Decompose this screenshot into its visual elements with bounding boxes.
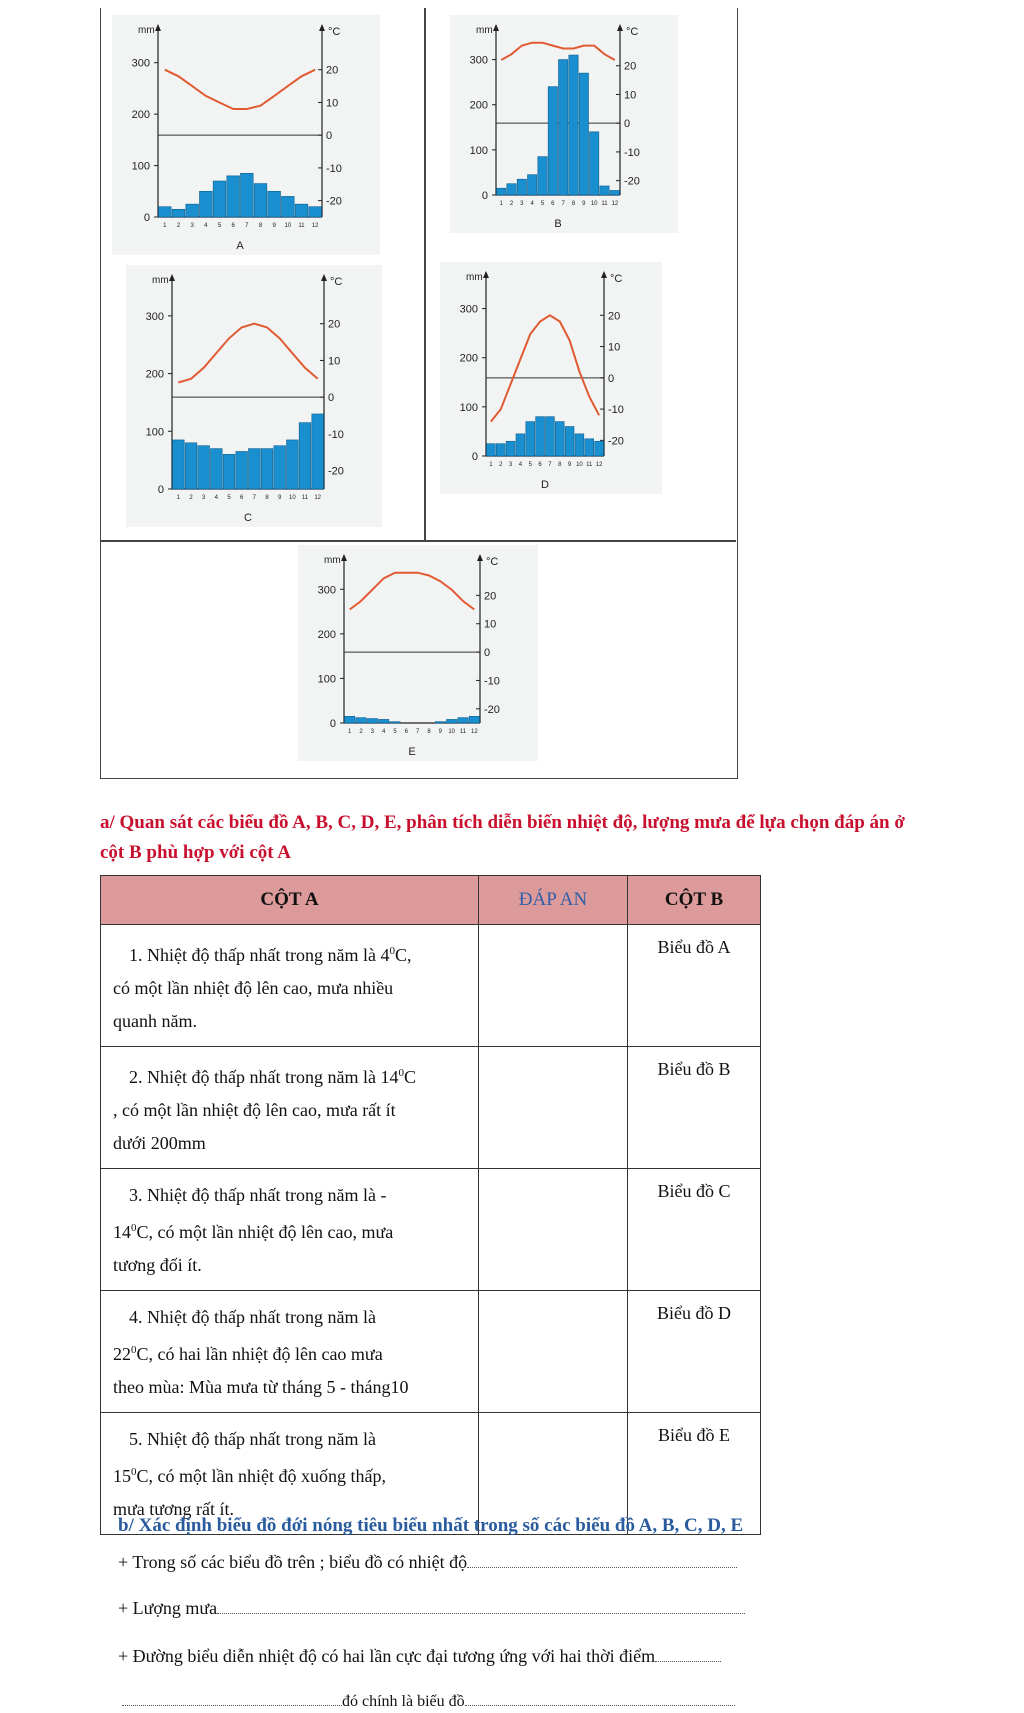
- month-label: 3: [508, 462, 513, 468]
- rainfall-bar: [548, 87, 557, 195]
- row-1-text-3: quanh năm.: [113, 1011, 197, 1031]
- temp-tick-label: 10: [328, 355, 341, 368]
- rain-tick-label: 200: [145, 368, 164, 381]
- rain-unit-label: mm: [138, 25, 155, 36]
- rain-tick-label: 300: [317, 584, 336, 597]
- temp-tick-label: -10: [624, 146, 640, 159]
- header-col-a: CỘT A: [101, 876, 479, 925]
- rain-tick-label: 0: [471, 451, 478, 463]
- row-3-text-2b: C, có một lần nhiệt độ lên cao, mưa: [136, 1222, 394, 1242]
- rainfall-bar: [516, 434, 525, 456]
- rain-tick-label: 0: [329, 718, 336, 730]
- month-label: 12: [470, 729, 478, 735]
- col-b-cell: Biểu đồ E: [628, 1413, 761, 1535]
- row-2-text-3: dưới 200mm: [113, 1133, 206, 1153]
- rainfall-bar: [198, 446, 210, 489]
- rain-tick-label: 100: [131, 160, 150, 173]
- temp-unit-label: °C: [610, 273, 623, 285]
- rain-tick-label: 200: [469, 99, 488, 112]
- month-label: 8: [427, 729, 431, 735]
- row-5-degree: 0: [131, 1466, 137, 1478]
- chart-caption: C: [244, 512, 252, 524]
- rainfall-bar: [496, 444, 505, 456]
- section-a-instruction: a/ Quan sát các biểu đồ A, B, C, D, E, phân tích diễn biến nhiệt độ, lượng mưa để lựa chọn đáp án ở cột B phù hợp với cột A: [100, 812, 905, 863]
- rainfall-bar: [559, 60, 568, 195]
- climate-chart-a: [112, 15, 380, 255]
- month-label: 7: [245, 223, 249, 229]
- month-label: 5: [528, 462, 532, 468]
- rainfall-bar: [575, 434, 584, 456]
- row-2-text-1: 2. Nhiệt độ thấp nhất trong năm là 14: [129, 1067, 399, 1087]
- row-1-text-1b: C,: [394, 945, 412, 965]
- rainfall-bar: [546, 417, 555, 456]
- rainfall-bar: [565, 427, 574, 456]
- month-label: 11: [586, 462, 593, 468]
- temp-tick-label: -10: [484, 675, 500, 688]
- month-label: 3: [520, 201, 524, 207]
- month-label: 5: [540, 201, 545, 207]
- col-a-cell: [101, 1047, 479, 1169]
- month-label: 4: [381, 729, 386, 735]
- rainfall-bar: [458, 718, 468, 723]
- month-label: 10: [284, 223, 292, 229]
- matching-table: [100, 875, 761, 1535]
- month-label: 2: [499, 462, 503, 468]
- temp-tick-label: -10: [328, 428, 344, 441]
- rainfall-bar: [223, 454, 235, 489]
- rain-unit-label: mm: [152, 275, 169, 286]
- answer-line-4-text: đó chính là biểu đồ: [342, 1693, 465, 1710]
- rainfall-bar: [507, 184, 516, 195]
- month-label: 9: [272, 223, 276, 229]
- row-5-text-1: 5. Nhiệt độ thấp nhất trong năm là: [129, 1429, 376, 1449]
- month-label: 1: [347, 729, 352, 735]
- temp-tick-label: -10: [326, 162, 342, 175]
- rainfall-bar: [447, 719, 457, 723]
- col-b-cell: Biểu đồ B: [628, 1047, 761, 1169]
- rainfall-bar: [227, 176, 240, 217]
- col-b-cell: Biểu đồ D: [628, 1291, 761, 1413]
- header-col-b: CỘT B: [628, 876, 761, 925]
- month-label: 2: [509, 201, 514, 207]
- month-label: 7: [415, 729, 420, 735]
- climate-chart-e-svg: [298, 545, 538, 761]
- month-label: 8: [558, 462, 562, 468]
- rainfall-bar: [379, 719, 389, 723]
- header-answer: ĐÁP AN: [479, 876, 628, 925]
- rainfall-bar: [211, 449, 223, 489]
- month-label: 11: [459, 729, 467, 735]
- month-label: 11: [601, 201, 608, 207]
- chart-caption: E: [408, 746, 416, 758]
- table-row: [101, 1047, 761, 1169]
- rainfall-bar: [356, 718, 366, 723]
- month-label: 10: [448, 729, 456, 735]
- rain-tick-label: 100: [317, 673, 336, 686]
- answer-cell[interactable]: [479, 1291, 628, 1413]
- month-label: 5: [217, 223, 222, 229]
- climate-chart-d: [440, 262, 662, 494]
- month-label: 8: [258, 223, 263, 229]
- table-row: [101, 1291, 761, 1413]
- month-label: 6: [538, 462, 542, 468]
- month-label: 5: [393, 729, 397, 735]
- climate-chart-e: [298, 545, 538, 761]
- col-a-cell: [101, 925, 479, 1047]
- rain-tick-label: 100: [469, 144, 488, 157]
- month-label: 4: [530, 201, 534, 207]
- rainfall-bar: [312, 414, 324, 489]
- answer-cell[interactable]: [479, 1169, 628, 1291]
- temp-unit-label: °C: [626, 26, 639, 38]
- temp-tick-label: -10: [608, 404, 624, 417]
- rainfall-bar: [268, 191, 281, 217]
- col-a-cell: [101, 1291, 479, 1413]
- rainfall-bar: [579, 73, 588, 195]
- temp-unit-label: °C: [328, 26, 341, 38]
- climate-chart-b-svg: [450, 15, 678, 233]
- rain-tick-label: 200: [459, 352, 478, 365]
- temp-tick-label: 0: [624, 118, 631, 131]
- rainfall-bar: [528, 175, 537, 195]
- rain-unit-label: mm: [466, 272, 483, 283]
- rain-tick-label: 200: [131, 109, 150, 122]
- rainfall-bar: [200, 191, 213, 217]
- row-5-text-3: mưa tương rất ít.: [113, 1499, 235, 1519]
- rain-tick-label: 300: [469, 54, 488, 67]
- temp-tick-label: -20: [608, 435, 624, 448]
- rainfall-bar: [600, 186, 609, 195]
- month-label: 11: [298, 223, 305, 229]
- rainfall-bar: [435, 722, 445, 723]
- answer-line-1-text: + Trong số các biểu đồ trên ; biểu đồ có nhiệt độ: [118, 1552, 468, 1572]
- answer-line-1: [118, 1552, 737, 1573]
- rainfall-bar: [526, 422, 535, 456]
- rainfall-bar: [287, 440, 299, 489]
- table-row: [101, 925, 761, 1047]
- rain-tick-label: 300: [145, 310, 164, 323]
- month-label: 10: [590, 201, 598, 207]
- row-4-text-3: theo mùa: Mùa mưa từ tháng 5 - tháng10: [113, 1377, 409, 1397]
- answer-cell[interactable]: [479, 925, 628, 1047]
- temp-tick-label: 0: [326, 130, 333, 143]
- row-5-text-2a: 15: [113, 1466, 131, 1486]
- month-label: 1: [489, 462, 493, 468]
- climate-chart-c-svg: [126, 265, 382, 527]
- rainfall-bar: [213, 181, 226, 217]
- month-label: 8: [571, 201, 576, 207]
- temp-tick-label: -20: [328, 465, 344, 478]
- row-3-text-3: tương đối ít.: [113, 1255, 202, 1275]
- answer-cell[interactable]: [479, 1047, 628, 1169]
- month-label: 10: [576, 462, 583, 468]
- rainfall-bar: [185, 443, 197, 489]
- col-b-cell: Biểu đồ A: [628, 925, 761, 1047]
- rainfall-bar: [536, 417, 545, 456]
- temp-tick-label: 0: [484, 647, 491, 660]
- rainfall-bar: [610, 190, 619, 195]
- climate-chart-c: [126, 265, 382, 527]
- climate-chart-a-svg: [112, 15, 380, 255]
- month-label: 4: [204, 223, 208, 229]
- fill-blank-1[interactable]: [467, 1566, 737, 1568]
- rainfall-bar: [345, 716, 355, 723]
- rain-tick-label: 0: [143, 212, 150, 224]
- month-label: 4: [518, 462, 523, 468]
- row-4-text-2b: C, có hai lần nhiệt độ lên cao mưa: [136, 1344, 383, 1364]
- rainfall-bar: [538, 157, 547, 195]
- temp-tick-label: 10: [624, 89, 637, 102]
- month-label: 6: [551, 201, 555, 207]
- month-label: 1: [176, 495, 181, 501]
- rain-tick-label: 100: [145, 426, 164, 439]
- row-4-text-1: 4. Nhiệt độ thấp nhất trong năm là: [129, 1307, 376, 1327]
- temp-unit-label: °C: [486, 556, 499, 568]
- table-header-row: [101, 876, 761, 925]
- row-2-text-2: , có một lần nhiệt độ lên cao, mưa rất ít: [113, 1100, 396, 1120]
- rainfall-bar: [309, 207, 322, 217]
- month-label: 6: [404, 729, 409, 735]
- temp-tick-label: 10: [484, 618, 497, 631]
- month-label: 6: [231, 223, 235, 229]
- chart-caption: A: [236, 240, 244, 252]
- answer-line-3-text: + Đường biểu diễn nhiệt độ có hai lần cực đại tương ứng với hai thời điểm: [118, 1646, 656, 1666]
- section-b-instruction: b/ Xác định biểu đồ đới nóng tiêu biểu nhất trong số các biểu đồ A, B, C, D, E: [118, 1515, 744, 1536]
- rainfall-bar: [261, 449, 273, 489]
- row-1-text-2: có một lần nhiệt độ lên cao, mưa nhiều: [113, 978, 394, 998]
- rain-unit-label: mm: [476, 25, 493, 36]
- rainfall-bar: [274, 446, 286, 489]
- rain-tick-label: 0: [481, 190, 488, 202]
- rain-unit-label: mm: [324, 555, 341, 566]
- month-label: 8: [265, 495, 269, 501]
- month-label: 3: [370, 729, 375, 735]
- month-label: 6: [239, 495, 244, 501]
- chart-caption: B: [554, 218, 562, 230]
- rainfall-bar: [299, 423, 311, 489]
- row-2-degree: 0: [398, 1067, 404, 1079]
- rainfall-bar: [172, 209, 185, 217]
- temp-tick-label: -20: [624, 175, 640, 188]
- rainfall-bar: [595, 441, 604, 456]
- col-a-cell: [101, 1169, 479, 1291]
- rainfall-bar: [390, 722, 400, 723]
- temp-tick-label: 20: [326, 64, 339, 77]
- month-label: 10: [288, 495, 296, 501]
- row-4-degree: 0: [131, 1344, 137, 1356]
- answer-line-2: [118, 1598, 745, 1619]
- month-label: 2: [189, 495, 193, 501]
- climate-chart-b: [450, 15, 678, 233]
- climate-chart-d-svg: [440, 262, 662, 494]
- month-label: 1: [163, 223, 167, 229]
- rainfall-bar: [282, 196, 295, 217]
- row-3-degree: 0: [131, 1222, 137, 1234]
- month-label: 1: [499, 201, 503, 207]
- rainfall-bar: [186, 204, 199, 217]
- month-label: 2: [176, 223, 181, 229]
- frame-vertical-divider: [424, 8, 426, 540]
- row-3-text-2a: 14: [113, 1222, 131, 1242]
- month-label: 9: [438, 729, 443, 735]
- month-label: 3: [190, 223, 194, 229]
- temp-tick-label: 20: [484, 590, 497, 603]
- temp-tick-label: 10: [608, 341, 621, 354]
- temp-tick-label: 20: [328, 318, 341, 331]
- month-label: 9: [277, 495, 282, 501]
- temp-tick-label: 0: [328, 392, 335, 405]
- rainfall-bar: [585, 439, 594, 456]
- rainfall-bar: [254, 184, 267, 217]
- month-label: 12: [595, 462, 603, 468]
- rainfall-bar: [487, 444, 496, 456]
- fill-blank-3[interactable]: [655, 1660, 721, 1662]
- month-label: 4: [214, 495, 219, 501]
- month-label: 7: [252, 495, 257, 501]
- rainfall-bar: [295, 204, 308, 217]
- rainfall-bar: [159, 207, 172, 217]
- answer-line-4: [122, 1690, 735, 1711]
- rainfall-bar: [173, 440, 185, 489]
- month-label: 7: [561, 201, 565, 207]
- rain-tick-label: 0: [157, 484, 164, 496]
- rainfall-bar: [236, 451, 248, 489]
- temp-tick-label: -20: [326, 195, 342, 208]
- rainfall-bar: [469, 716, 479, 723]
- month-label: 11: [301, 495, 309, 501]
- frame-horizontal-divider: [100, 540, 736, 542]
- row-5-text-2b: C, có một lần nhiệt độ xuống thấp,: [136, 1466, 386, 1486]
- rain-tick-label: 100: [459, 401, 478, 414]
- rainfall-bar: [590, 132, 599, 195]
- temp-tick-label: 0: [608, 372, 615, 385]
- chart-caption: D: [541, 479, 549, 491]
- answer-line-3: [118, 1646, 721, 1667]
- answer-line-2-text: + Lượng mưa: [118, 1598, 218, 1618]
- rainfall-bar: [555, 422, 564, 456]
- rainfall-bar: [517, 179, 526, 195]
- rainfall-bar: [249, 449, 261, 489]
- rainfall-bar: [367, 719, 377, 723]
- row-4-text-2a: 22: [113, 1344, 131, 1364]
- temp-tick-label: -20: [484, 703, 500, 716]
- rain-tick-label: 300: [131, 57, 150, 70]
- row-2-text-1b: C: [403, 1067, 416, 1087]
- temp-tick-label: 20: [624, 60, 637, 73]
- row-3-text-1: 3. Nhiệt độ thấp nhất trong năm là -: [129, 1185, 387, 1205]
- rainfall-bar: [497, 188, 506, 195]
- fill-blank-2[interactable]: [217, 1612, 745, 1614]
- month-label: 9: [567, 462, 572, 468]
- temp-tick-label: 20: [608, 310, 621, 323]
- month-label: 7: [548, 462, 552, 468]
- month-label: 2: [359, 729, 363, 735]
- temp-unit-label: °C: [330, 276, 343, 288]
- rain-tick-label: 300: [459, 303, 478, 316]
- col-b-cell: Biểu đồ C: [628, 1169, 761, 1291]
- month-label: 12: [611, 201, 619, 207]
- month-label: 12: [314, 495, 322, 501]
- rainfall-bar: [569, 55, 578, 195]
- table-row: [101, 1169, 761, 1291]
- temp-tick-label: 10: [326, 97, 339, 110]
- row-1-degree: 0: [389, 945, 395, 957]
- rainfall-bar: [241, 173, 254, 217]
- fill-blank-5[interactable]: [465, 1704, 735, 1706]
- row-1-text-1: 1. Nhiệt độ thấp nhất trong năm là 4: [129, 945, 390, 965]
- month-label: 3: [201, 495, 206, 501]
- month-label: 9: [582, 201, 586, 207]
- rainfall-bar: [506, 441, 515, 456]
- fill-blank-4[interactable]: [122, 1704, 342, 1706]
- rain-tick-label: 200: [317, 628, 336, 641]
- month-label: 5: [227, 495, 231, 501]
- month-label: 12: [311, 223, 319, 229]
